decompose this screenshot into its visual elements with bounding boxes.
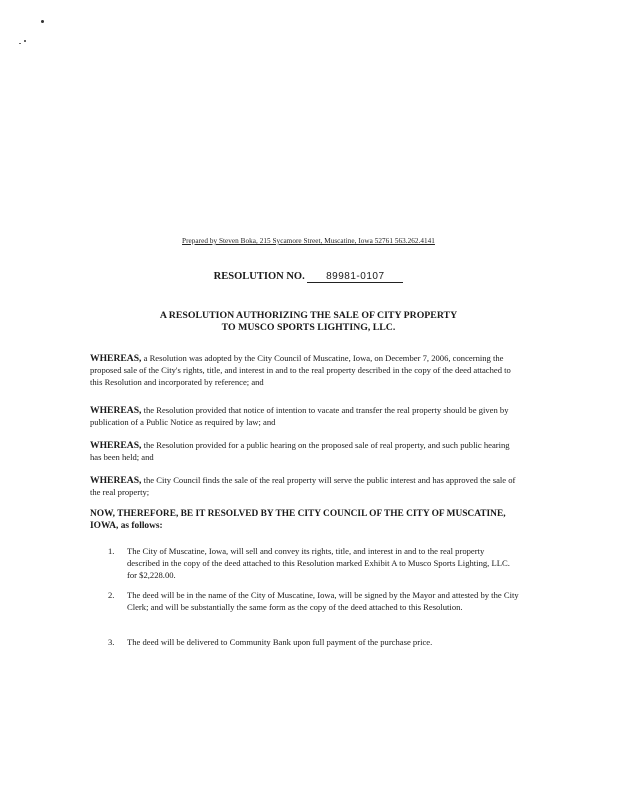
- whereas-text: the City Council finds the sale of the real property will serve the public interest and has approved the sale of the real property;: [90, 475, 516, 497]
- whereas-lead: WHEREAS,: [90, 440, 142, 451]
- whereas-text: the Resolution provided that notice of intention to vacate and transfer the real property should be given by publication of a Public Notice as required by law; and: [90, 405, 509, 427]
- whereas-lead: WHEREAS,: [90, 475, 142, 486]
- item-number: 1.: [108, 546, 115, 556]
- whereas-text: a Resolution was adopted by the City Council of Muscatine, Iowa, on December 7, 2006, concerning the proposed sale of the City's rights, title, and interest in and to the real property described in the copy of the deed attached to this Resolution and incorporated by reference; and: [90, 353, 511, 387]
- whereas-paragraph: [90, 475, 520, 499]
- scan-speck: [24, 40, 26, 42]
- item-text: The deed will be in the name of the City of Muscatine, Iowa, will be signed by the Mayor and attested by the City Clerk; and will be substantially the same form as the copy of the deed attached to this Resolution.: [127, 590, 519, 612]
- scan-speck: [41, 20, 44, 23]
- whereas-paragraph: [90, 405, 520, 429]
- scan-speck: [19, 43, 21, 44]
- resolution-number-line: [0, 271, 617, 283]
- resolution-number: 89981-0107: [307, 271, 403, 283]
- title-line-2: TO MUSCO SPORTS LIGHTING, LLC.: [221, 322, 396, 333]
- title-line-1: A RESOLUTION AUTHORIZING THE SALE OF CITY PROPERTY: [159, 310, 458, 321]
- resolved-clause: NOW, THEREFORE, BE IT RESOLVED BY THE CITY COUNCIL OF THE CITY OF MUSCATINE, IOWA, as follows:: [90, 509, 506, 531]
- resolution-title: [0, 310, 617, 334]
- item-number: 2.: [108, 590, 115, 600]
- item-text: The City of Muscatine, Iowa, will sell and convey its rights, title, and interest in and to the real property described in the copy of the deed attached to this Resolution marked Exhibit A to Musco Sports Lighting, LLC. for $2,228.00.: [127, 546, 510, 580]
- whereas-lead: WHEREAS,: [90, 353, 142, 364]
- whereas-text: the Resolution provided for a public hearing on the proposed sale of real property, and such public hearing has been held; and: [90, 440, 510, 462]
- prepared-by-line: Prepared by Steven Boka, 215 Sycamore Street, Muscatine, Iowa 52761 563.262.4141: [182, 237, 435, 245]
- item-text: The deed will be delivered to Community Bank upon full payment of the purchase price.: [127, 637, 433, 647]
- whereas-paragraph: [90, 353, 520, 388]
- whereas-lead: WHEREAS,: [90, 405, 142, 416]
- item-number: 3.: [108, 637, 115, 647]
- whereas-paragraph: [90, 440, 520, 464]
- resolution-label: RESOLUTION NO.: [213, 271, 305, 282]
